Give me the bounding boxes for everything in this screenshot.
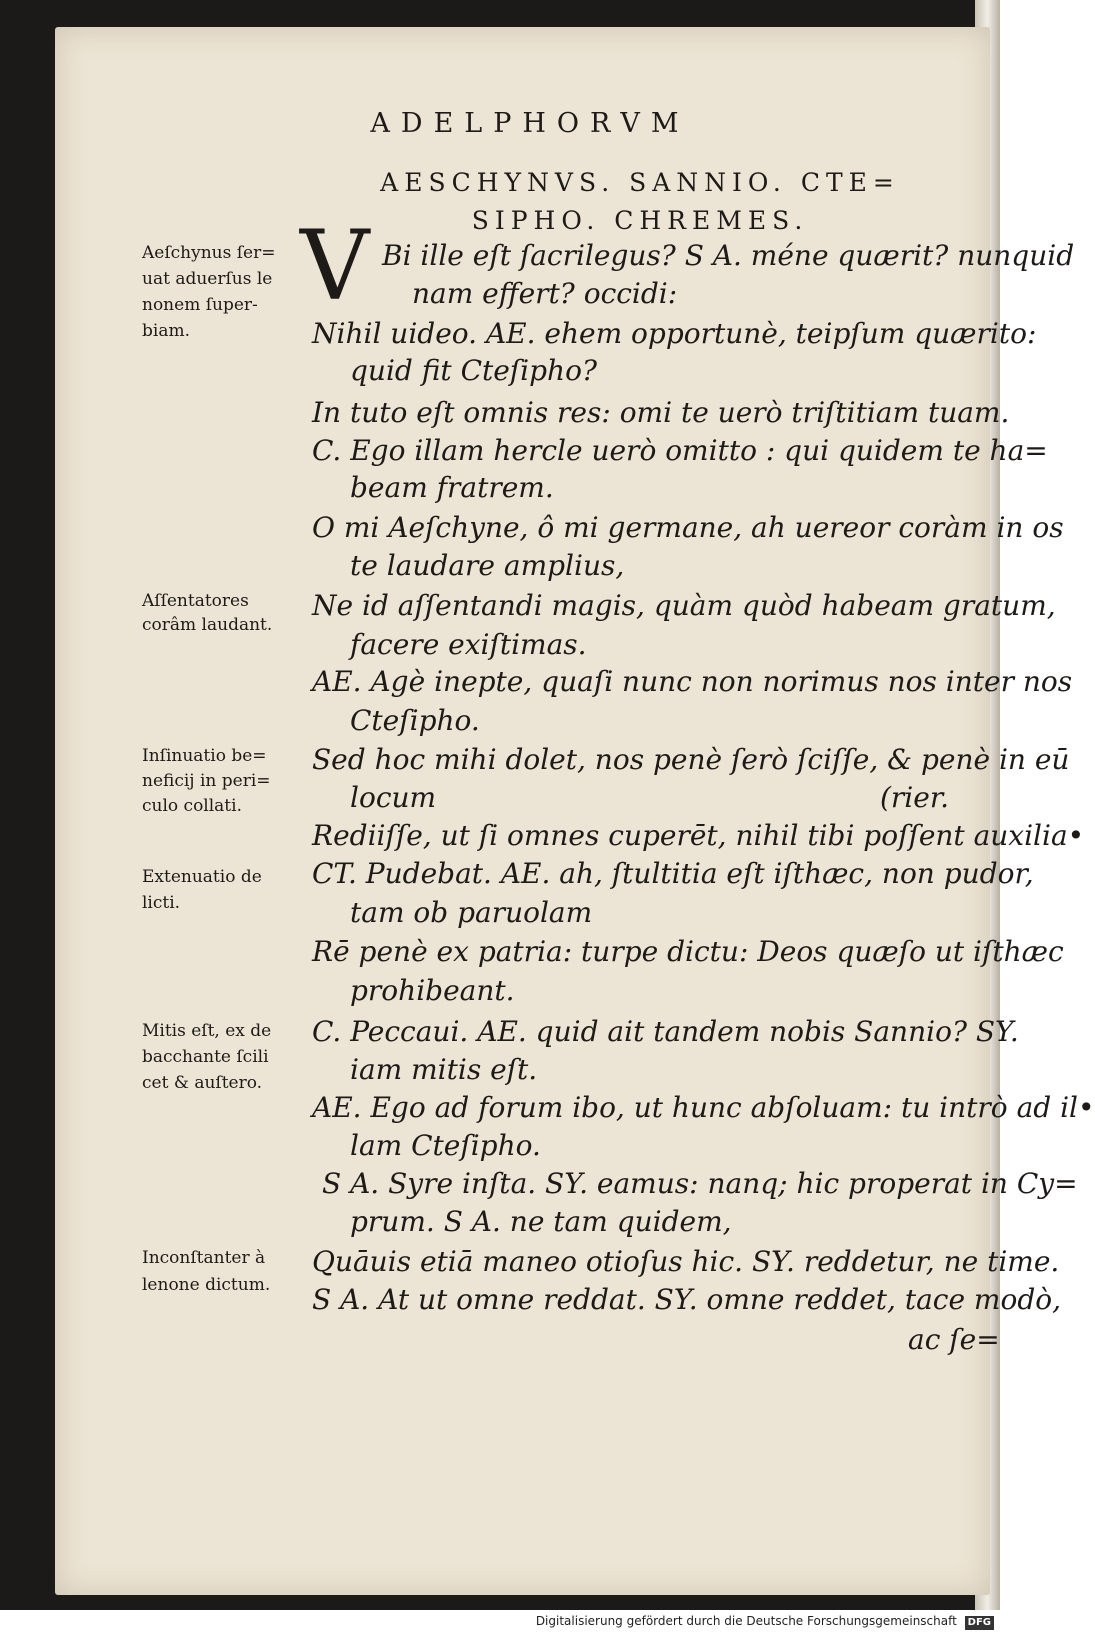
drop-cap: V: [300, 210, 370, 322]
text-line: Quāuis etiā maneo otioſus hic. SY. reddetur, ne time.: [312, 1245, 1060, 1278]
text-line: Nihil uideo. AE. ehem opportunè, teipſum quærito:: [312, 317, 1037, 350]
scene-heading: [320, 164, 960, 240]
text-line-catchword: ac ſe=: [908, 1323, 1000, 1356]
margin-note-line: Extenuatio de: [142, 867, 262, 887]
text-line: locum: [350, 781, 437, 814]
margin-note-line: bacchante ſcili: [142, 1047, 269, 1067]
text-line: tam ob paruolam: [350, 896, 593, 929]
text-line: Sed hoc mihi dolet, nos penè ſerò ſciſſe, & penè in eū: [312, 743, 1070, 776]
text-line: C. Ego illam hercle uerò omitto : qui quidem te ha=: [312, 434, 1048, 467]
scene-heading-line: AESCHYNVS. SANNIO. CTE=: [380, 168, 900, 197]
margin-note-line: uat aduerſus le: [142, 269, 273, 289]
margin-note-line: Mitis eſt, ex de: [142, 1021, 272, 1041]
text-line: beam fratrem.: [350, 471, 554, 504]
text-line: prohibeant.: [350, 974, 515, 1007]
text-line: Rē penè ex patria: turpe dictu: Deos quæſo ut iſthæc: [312, 935, 1064, 968]
text-line: lam Cteſipho.: [350, 1129, 541, 1162]
text-line: Cteſipho.: [350, 704, 480, 737]
scene-heading-line: SIPHO. CHREMES.: [471, 206, 809, 235]
text-line: AE. Ego ad forum ibo, ut hunc abſoluam: tu intrò ad il•: [312, 1091, 1095, 1124]
margin-note-line: corâm laudant.: [142, 615, 273, 635]
text-line: CT. Pudebat. AE. ah, ſtultitia eſt iſthæc, non pudor,: [312, 857, 1034, 890]
text-line: prum. S A. ne tam quidem,: [350, 1205, 732, 1238]
margin-note-line: culo collati.: [142, 796, 242, 816]
text-line-turnover: (rier.: [880, 781, 950, 814]
text-line: quid fit Cteſipho?: [350, 354, 597, 387]
text-line: facere exiſtimas.: [350, 628, 587, 661]
margin-note-line: licti.: [142, 893, 181, 913]
text-line: nam effert? occidi:: [412, 277, 678, 310]
margin-note-line: Inſinuatio be=: [142, 746, 267, 766]
dfg-logo: DFG: [965, 1616, 994, 1630]
text-line: AE. Agè inepte, quaſi nunc non norimus nos inter nos: [312, 665, 1073, 698]
footer-text: Digitalisierung gefördert durch die Deutsche Forschungsgemeinschaft: [535, 1614, 957, 1628]
margin-note-line: biam.: [142, 321, 190, 341]
margin-note-line: lenone dictum.: [142, 1275, 271, 1295]
text-line: Bi ille eſt ſacrilegus? S A. méne quærit? nunquid: [382, 239, 1075, 272]
text-line: C. Peccaui. AE. quid ait tandem nobis Sannio? SY.: [312, 1015, 1019, 1048]
margin-note-line: Aſſentatores: [142, 591, 249, 611]
margin-note-line: Inconſtanter à: [142, 1248, 266, 1268]
text-line: In tuto eſt omnis res: omi te uerò triſtitiam tuam.: [312, 396, 1010, 429]
text-line: te laudare amplius,: [350, 549, 625, 582]
text-line: S A. At ut omne reddat. SY. omne reddet, tace modò,: [312, 1283, 1062, 1316]
margin-note-line: nonem ſuper-: [142, 295, 258, 315]
margin-note-line: cet & auſtero.: [142, 1073, 263, 1093]
text-line: Ne id aſſentandi magis, quàm quòd habeam gratum,: [312, 589, 1056, 622]
text-line: S A. Syre inſta. SY. eamus: nanq; hic properat in Cy=: [322, 1167, 1078, 1200]
digitization-footer: [0, 1611, 1000, 1632]
text-line: Rediiſſe, ut ſi omnes cuperēt, nihil tibi poſſent auxilia•: [312, 819, 1085, 852]
running-head: ADELPHORVM: [370, 108, 690, 139]
text-line: iam mitis eſt.: [350, 1053, 538, 1086]
text-line: O mi Aeſchyne, ô mi germane, ah uereor coràm in os: [312, 511, 1064, 544]
margin-note-line: neficij in peri=: [142, 771, 271, 791]
margin-note-line: Aeſchynus ſer=: [142, 243, 276, 263]
